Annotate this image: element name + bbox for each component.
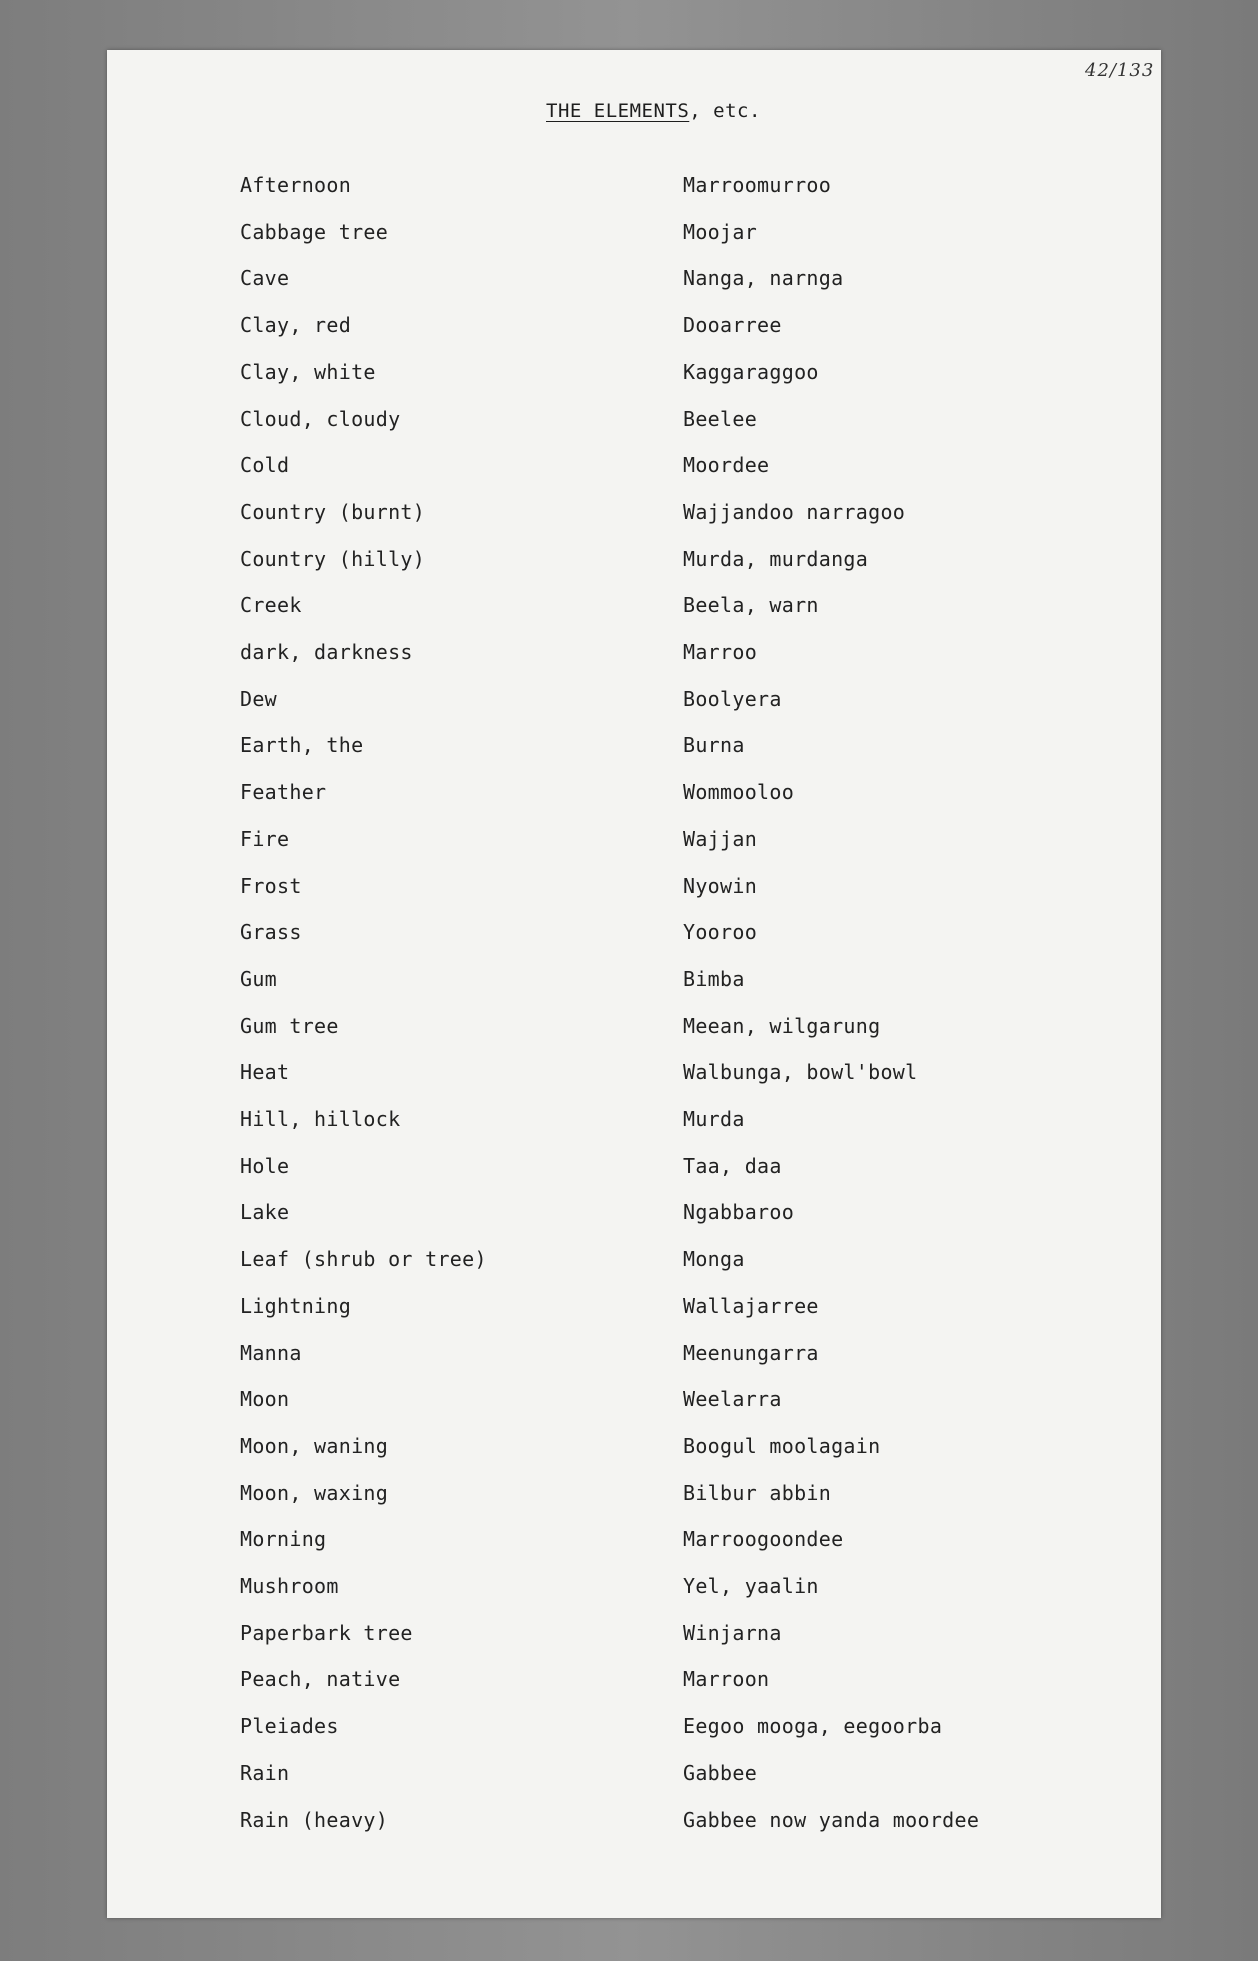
english-term: Earth, the [240,733,364,757]
aboriginal-translation: Wommooloo [683,780,795,804]
vocabulary-row [0,1197,1258,1227]
aboriginal-translation: Winjarna [683,1621,782,1645]
english-term: Leaf (shrub or tree) [240,1247,487,1271]
aboriginal-translation: Marroomurroo [683,173,832,197]
vocabulary-row [0,730,1258,760]
english-term: Moon, waning [240,1434,389,1458]
aboriginal-translation: Eegoo mooga, eegoorba [683,1714,943,1738]
aboriginal-translation: Murda [683,1107,745,1131]
vocabulary-row [0,1571,1258,1601]
english-term: Country (burnt) [240,500,426,524]
vocabulary-row [0,1664,1258,1694]
vocabulary-row [0,964,1258,994]
aboriginal-translation: Wajjan [683,827,758,851]
vocabulary-row [0,1338,1258,1368]
document-title-suffix: , etc. [689,100,761,122]
english-term: Lightning [240,1294,352,1318]
page-reference-number: 42/133 [1085,60,1155,81]
vocabulary-row [0,1478,1258,1508]
english-term: Paperbark tree [240,1621,413,1645]
vocabulary-row [0,1805,1258,1835]
vocabulary-row [0,824,1258,854]
aboriginal-translation: Meenungarra [683,1341,819,1365]
english-term: Mushroom [240,1574,339,1598]
vocabulary-row [0,871,1258,901]
vocabulary-row [0,1711,1258,1741]
aboriginal-translation: Weelarra [683,1387,782,1411]
english-term: Grass [240,920,302,944]
aboriginal-translation: Walbunga, bowl'bowl [683,1060,918,1084]
vocabulary-row [0,404,1258,434]
vocabulary-row [0,1431,1258,1461]
vocabulary-row [0,1384,1258,1414]
english-term: Gum [240,967,278,991]
vocabulary-row [0,1011,1258,1041]
vocabulary-row [0,1758,1258,1788]
aboriginal-translation: Monga [683,1247,745,1271]
aboriginal-translation: Ngabbaroo [683,1200,795,1224]
aboriginal-translation: Bilbur abbin [683,1481,832,1505]
aboriginal-translation: Nanga, narnga [683,266,844,290]
aboriginal-translation: Boogul moolagain [683,1434,881,1458]
english-term: Peach, native [240,1667,401,1691]
aboriginal-translation: Yooroo [683,920,758,944]
english-term: Clay, white [240,360,376,384]
aboriginal-translation: Gabbee now yanda moordee [683,1808,980,1832]
english-term: Country (hilly) [240,547,426,571]
english-term: Moon [240,1387,290,1411]
english-term: Lake [240,1200,290,1224]
english-term: Cloud, cloudy [240,407,401,431]
aboriginal-translation: Nyowin [683,874,758,898]
vocabulary-row [0,497,1258,527]
aboriginal-translation: Meean, wilgarung [683,1014,881,1038]
aboriginal-translation: Beela, warn [683,593,819,617]
aboriginal-translation: Marroo [683,640,758,664]
english-term: Cabbage tree [240,220,389,244]
vocabulary-row [0,1291,1258,1321]
aboriginal-translation: Bimba [683,967,745,991]
vocabulary-row [0,170,1258,200]
aboriginal-translation: Kaggaraggoo [683,360,819,384]
english-term: Feather [240,780,327,804]
english-term: Cold [240,453,290,477]
vocabulary-row [0,1104,1258,1134]
vocabulary-row [0,544,1258,574]
english-term: Frost [240,874,302,898]
aboriginal-translation: Boolyera [683,687,782,711]
vocabulary-row [0,217,1258,247]
vocabulary-row [0,1244,1258,1274]
vocabulary-row [0,1057,1258,1087]
english-term: Rain (heavy) [240,1808,389,1832]
aboriginal-translation: Burna [683,733,745,757]
document-title-main: THE ELEMENTS [546,100,690,122]
english-term: Gum tree [240,1014,339,1038]
english-term: Hill, hillock [240,1107,401,1131]
vocabulary-row [0,263,1258,293]
vocabulary-row [0,1524,1258,1554]
vocabulary-row [0,450,1258,480]
english-term: dark, darkness [240,640,413,664]
vocabulary-row [0,917,1258,947]
english-term: Morning [240,1527,327,1551]
vocabulary-row [0,637,1258,667]
aboriginal-translation: Wallajarree [683,1294,819,1318]
english-term: Rain [240,1761,290,1785]
english-term: Pleiades [240,1714,339,1738]
aboriginal-translation: Moordee [683,453,770,477]
english-term: Heat [240,1060,290,1084]
vocabulary-row [0,684,1258,714]
english-term: Dew [240,687,278,711]
english-term: Fire [240,827,290,851]
aboriginal-translation: Marroogoondee [683,1527,844,1551]
aboriginal-translation: Marroon [683,1667,770,1691]
aboriginal-translation: Yel, yaalin [683,1574,819,1598]
english-term: Hole [240,1154,290,1178]
english-term: Manna [240,1341,302,1365]
english-term: Afternoon [240,173,352,197]
english-term: Creek [240,593,302,617]
english-term: Cave [240,266,290,290]
vocabulary-row [0,590,1258,620]
aboriginal-translation: Murda, murdanga [683,547,869,571]
aboriginal-translation: Beelee [683,407,758,431]
vocabulary-row [0,777,1258,807]
aboriginal-translation: Dooarree [683,313,782,337]
english-term: Moon, waxing [240,1481,389,1505]
vocabulary-row [0,1151,1258,1181]
aboriginal-translation: Wajjandoo narragoo [683,500,906,524]
english-term: Clay, red [240,313,352,337]
vocabulary-row [0,310,1258,340]
vocabulary-row [0,1618,1258,1648]
vocabulary-row [0,357,1258,387]
aboriginal-translation: Gabbee [683,1761,758,1785]
aboriginal-translation: Moojar [683,220,758,244]
aboriginal-translation: Taa, daa [683,1154,782,1178]
